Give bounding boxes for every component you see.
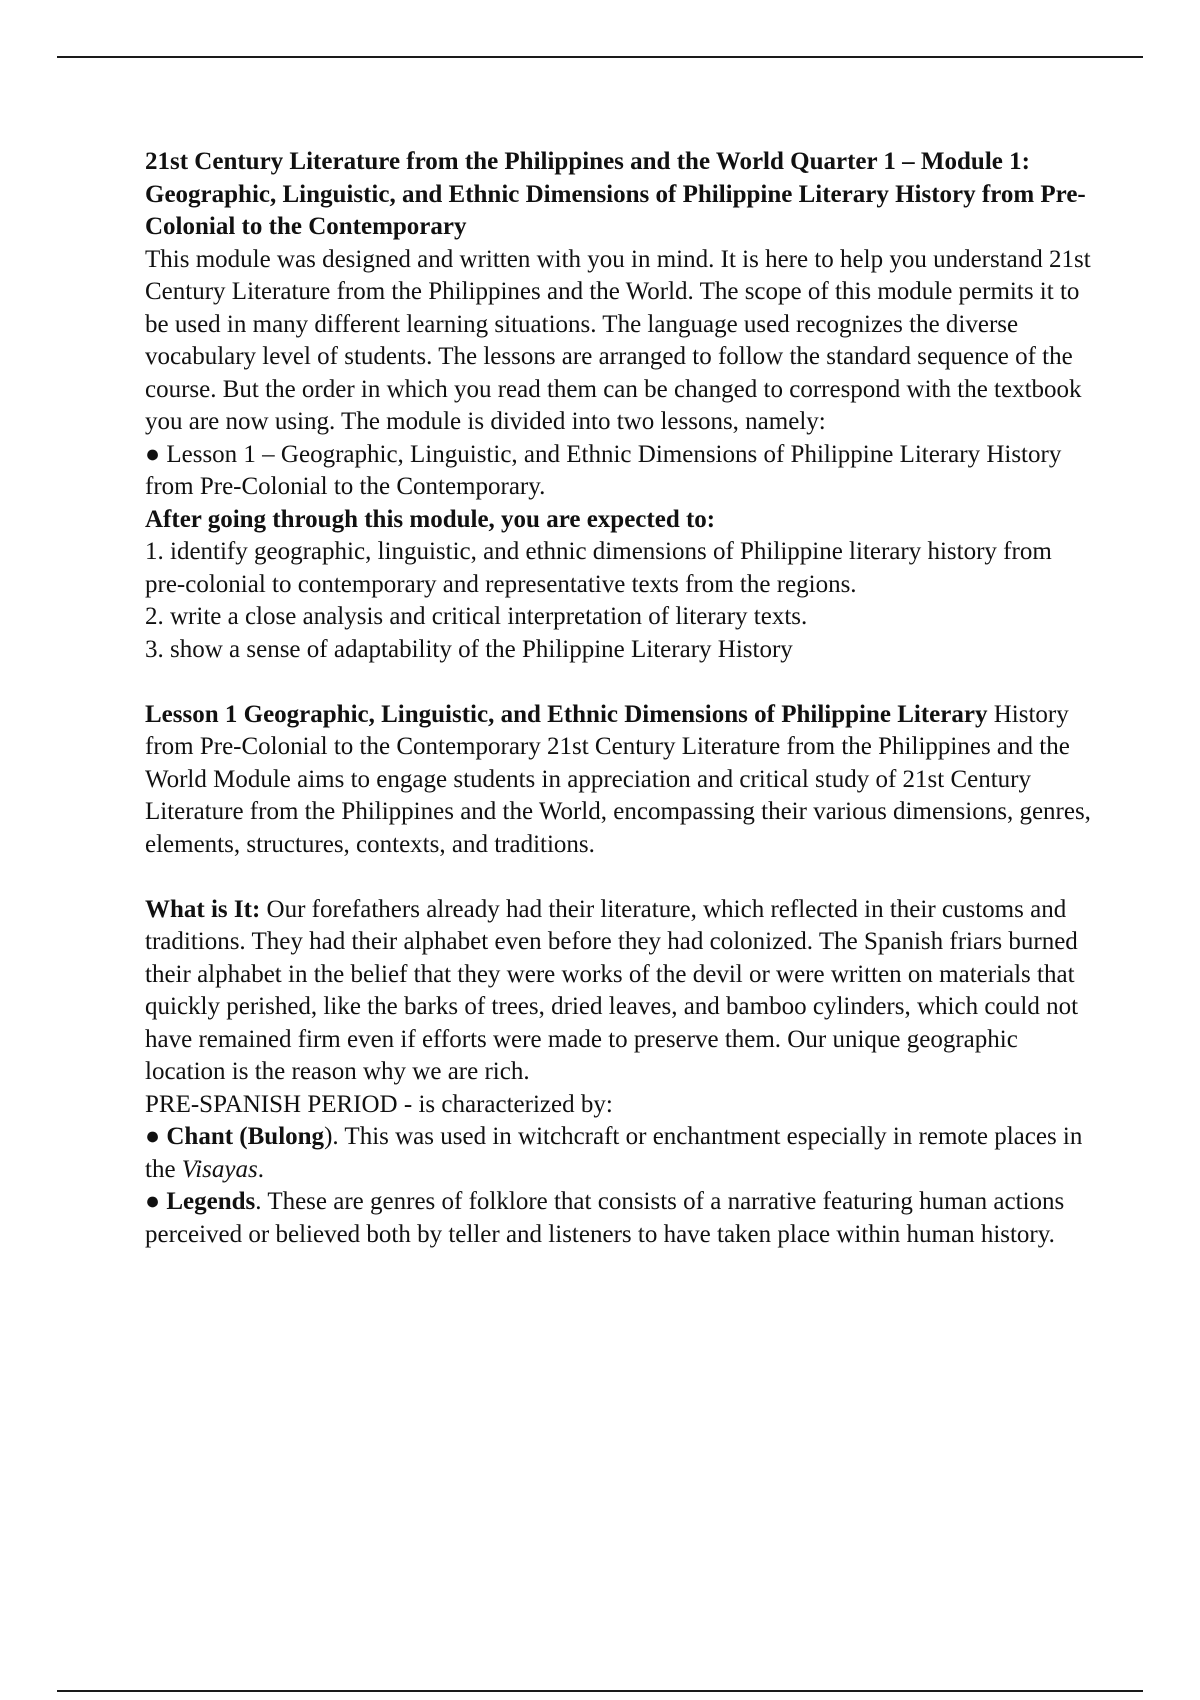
chant-body: ). This was used in witchcraft or enchantment especially in remote places in the [145, 1123, 1083, 1183]
what-is-it-label: What is It: [145, 895, 261, 923]
intro-paragraph: This module was designed and written with you in mind. It is here to help you understand 21st Century Literature from the Philippines and the World. The scope of this module permits it to be used in many different learning situations. The language used recognizes the diverse vocabulary level of students. The lessons are arranged to follow the standard sequence of the course. But the order in which you read them can be changed to correspond with the textbook you are now using. The module is divided into two lessons, namely: [145, 245, 1091, 435]
chant-term: Chant (Bulong [166, 1123, 325, 1150]
objective-item: 3. show a sense of adaptability of the Philippine Literary History [145, 635, 793, 663]
lesson1-body: History from Pre-Colonial to the Contemporary 21st Century Literature from the Philippines and the World Module aims to engage students in appreciation and critical study of 21st Century Literature from the Philippines and the World, encompassing their various dimensions, genres, elements, structures, contexts, and traditions. [145, 700, 1091, 858]
objective-item: 1. identify geographic, linguistic, and ethnic dimensions of Philippine literary history from pre-colonial to contemporary and representative texts from the regions. [145, 538, 1052, 598]
spacer [145, 666, 1095, 699]
chant-place: Visayas [181, 1155, 258, 1183]
legends-term: Legends [166, 1188, 256, 1215]
bullet: ● [145, 1188, 167, 1215]
lesson-list-item: ● Lesson 1 – Geographic, Linguistic, and Ethnic Dimensions of Philippine Literary History from Pre-Colonial to the Contemporary. [145, 440, 1062, 500]
document-title: 21st Century Literature from the Philippines and the World Quarter 1 – Module 1: Geographic, Linguistic, and Ethnic Dimensions of Philippine Literary History from Pre-Colonial to the Contemporary [145, 148, 1086, 240]
document-body [145, 146, 1095, 1251]
chant-end: . [257, 1155, 264, 1183]
pre-spanish-line: PRE-SPANISH PERIOD - is characterized by: [145, 1090, 613, 1118]
lesson1-heading: Lesson 1 Geographic, Linguistic, and Ethnic Dimensions of Philippine Literary [145, 700, 988, 728]
top-rule [57, 56, 1143, 58]
what-is-it-body: Our forefathers already had their literature, which reflected in their customs and traditions. They had their alphabet even before they had colonized. The Spanish friars burned their alphabet in the belief that they were works of the devil or were written on materials that quickly perished, like the barks of trees, dried leaves, and bamboo cylinders, which could not have remained firm even if efforts were made to preserve them. Our unique geographic location is the reason why we are rich. [145, 895, 1079, 1085]
objective-item: 2. write a close analysis and critical interpretation of literary texts. [145, 603, 808, 630]
chant-item [145, 1121, 1095, 1186]
what-is-it-paragraph [145, 894, 1095, 1089]
legends-item [145, 1186, 1095, 1251]
spacer [145, 861, 1095, 894]
bottom-rule [57, 1690, 1143, 1692]
bullet: ● [145, 1123, 167, 1150]
objectives-heading: After going through this module, you are expected to: [145, 505, 716, 533]
legends-body: . These are genres of folklore that consists of a narrative featuring human actions perceived or believed both by teller and listeners to have taken place within human history. [145, 1188, 1065, 1248]
lesson1-paragraph [145, 699, 1095, 862]
